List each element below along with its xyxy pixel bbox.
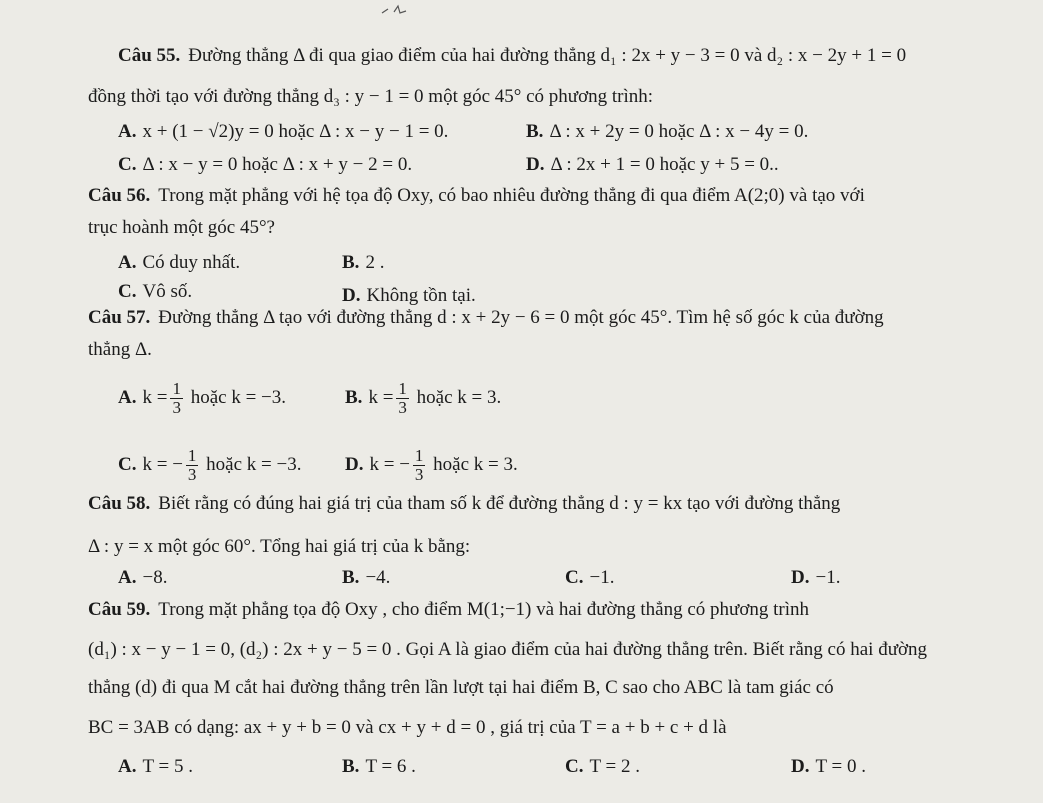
q55-line2: đồng thời tạo với đường thẳng d₃ : y − 1 = 0 một góc 45° có phương trình:: [88, 86, 654, 107]
q55-line1: Câu 55. Đường thẳng Δ đi qua giao điểm của hai đường thẳng d₁ : 2x + y − 3 = 0 và d₂ : x − 2y + 1 = 0: [118, 45, 907, 66]
q59-line2: (d₁) : x − y − 1 = 0, (d₂) : 2x + y − 5 = 0 . Gọi A là giao điểm của hai đường thẳng trên. Biết rằng có hai đường: [88, 639, 928, 660]
q59-label: Câu 59.: [88, 599, 151, 620]
q58-line1: Câu 58. Biết rằng có đúng hai giá trị của tham số k để đường thẳng d : y = kx tạo với đường thẳng: [88, 493, 841, 514]
q58-option-d: D. −1.: [791, 567, 841, 588]
q57-option-d: D. k = − $\frac{1}{3}$ hoặc k = 3.: [345, 446, 518, 484]
q56-label: Câu 56.: [88, 185, 151, 206]
q58-line2: Δ : y = x một góc 60°. Tổng hai giá trị của k bằng:: [88, 536, 471, 557]
q59-option-d: D. T = 0 .: [791, 756, 866, 777]
q59-line4: BC = 3AB có dạng: ax + y + b = 0 và cx + y + d = 0 , giá trị của T = a + b + c + d là: [88, 717, 727, 738]
q56-option-d: D. Không tồn tại.: [342, 285, 476, 306]
q56-option-c: C. Vô số.: [118, 281, 193, 302]
q59-line3: thẳng (d) đi qua M cắt hai đường thẳng trên lần lượt tại hai điểm B, C sao cho ABC là tam giác có: [88, 677, 834, 698]
q57-option-a: A. k = $\frac{1}{3}$ hoặc k = −3.: [118, 379, 286, 417]
q59-line1: Câu 59. Trong mặt phẳng tọa độ Oxy , cho điểm M(1;−1) và hai đường thẳng có phương trình: [88, 599, 810, 620]
q56-option-a: A. Có duy nhất.: [118, 252, 241, 273]
q56-line1: Câu 56. Trong mặt phẳng với hệ tọa độ Oxy, có bao nhiêu đường thẳng đi qua điểm A(2;0) và tạo với: [88, 185, 865, 206]
q57-label: Câu 57.: [88, 307, 151, 328]
q58-option-b: B. −4.: [342, 567, 391, 588]
q59-option-a: A. T = 5 .: [118, 756, 193, 777]
q55-option-d: D. Δ : 2x + 1 = 0 hoặc y + 5 = 0..: [526, 154, 779, 175]
q59-option-b: B. T = 6 .: [342, 756, 416, 777]
q58-option-c: C. −1.: [565, 567, 615, 588]
q55-option-c: C. Δ : x − y = 0 hoặc Δ : x + y − 2 = 0.: [118, 154, 413, 175]
q55-option-b: B. Δ : x + 2y = 0 hoặc Δ : x − 4y = 0.: [526, 121, 809, 142]
q56-line2: trục hoành một góc 45°?: [88, 217, 275, 238]
q55-option-a: A. x + (1 − √2)y = 0 hoặc Δ : x − y − 1 = 0.: [118, 121, 449, 142]
q57-line2: thẳng Δ.: [88, 339, 152, 360]
q55-label: Câu 55.: [118, 45, 181, 66]
q58-label: Câu 58.: [88, 493, 151, 514]
q57-option-b: B. k = $\frac{1}{3}$ hoặc k = 3.: [345, 379, 502, 417]
q57-option-c: C. k = − $\frac{1}{3}$ hoặc k = −3.: [118, 446, 302, 484]
q56-option-b: B. 2 .: [342, 252, 385, 273]
q58-option-a: A. −8.: [118, 567, 168, 588]
pen-mark-icon: [380, 4, 420, 16]
q57-line1: Câu 57. Đường thẳng Δ tạo với đường thẳng d : x + 2y − 6 = 0 một góc 45°. Tìm hệ số góc k của đường: [88, 307, 884, 328]
q59-option-c: C. T = 2 .: [565, 756, 640, 777]
